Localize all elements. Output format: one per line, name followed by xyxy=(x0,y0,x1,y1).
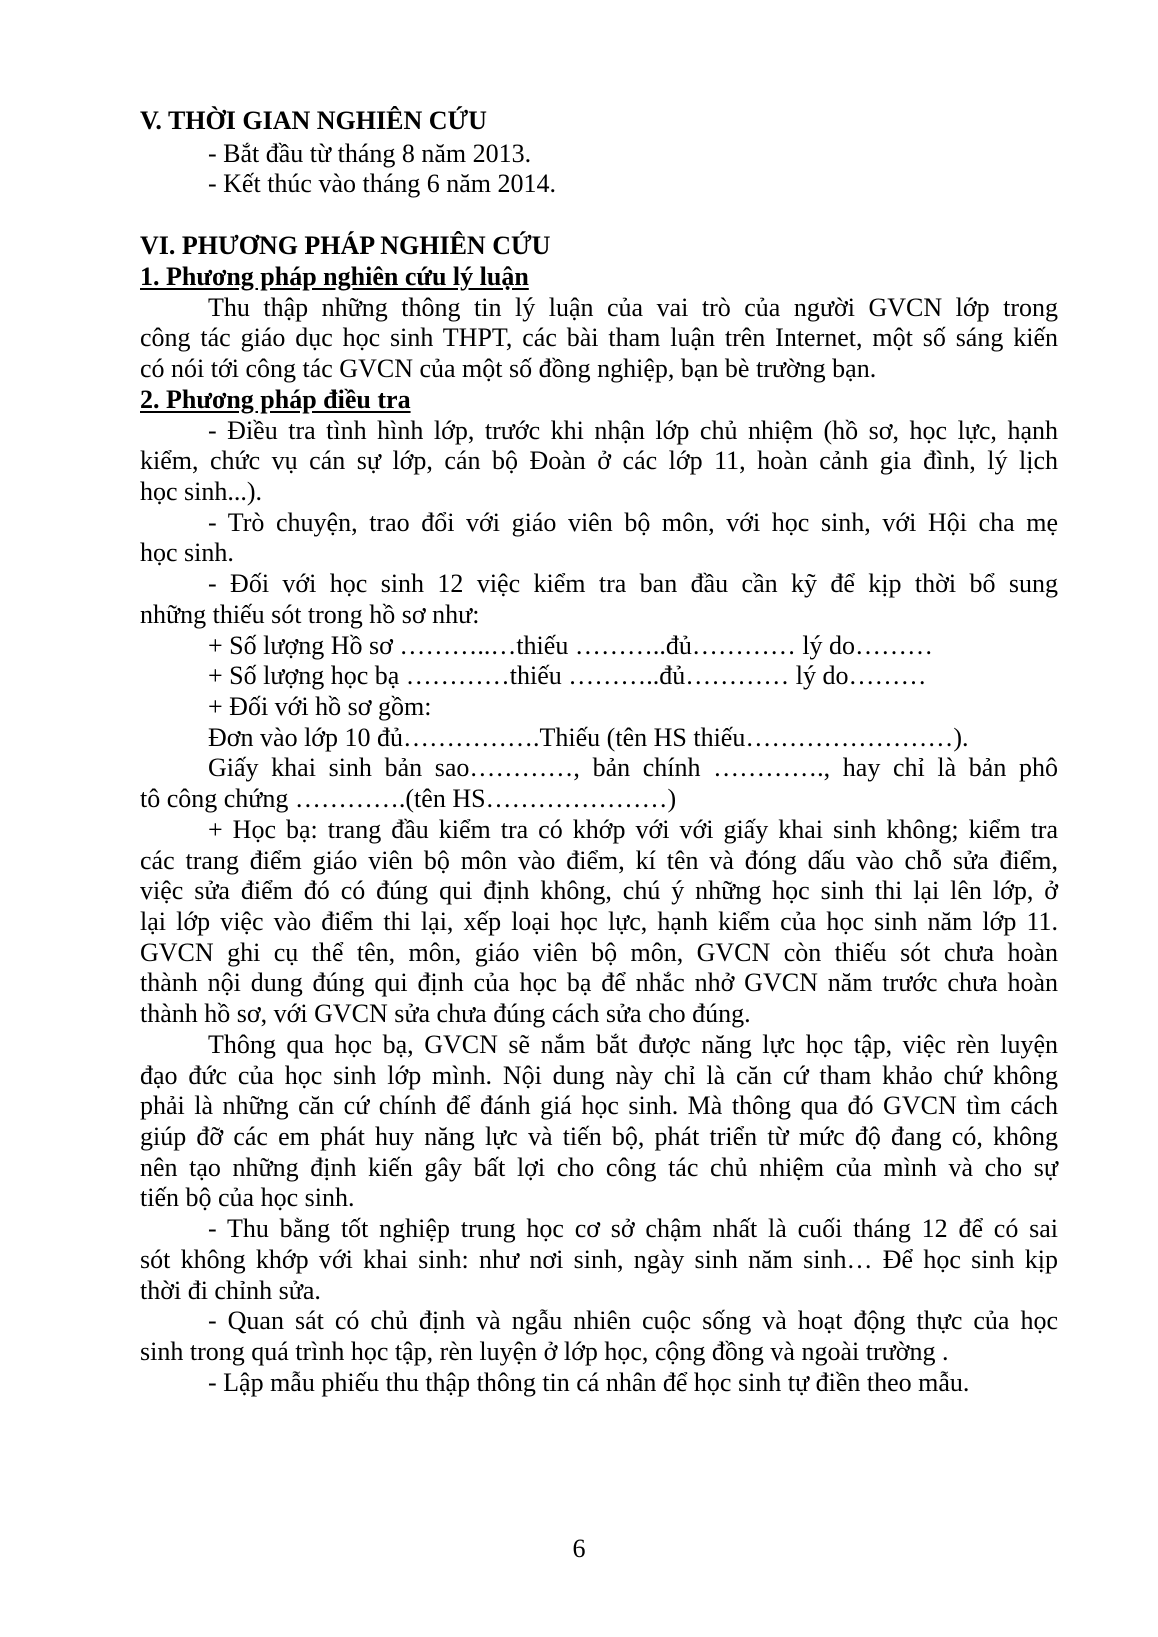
paragraph-line: có nói tới công tác GVCN của một số đồng nghiệp, bạn bè trường bạn. xyxy=(140,354,877,383)
paragraph-line: sót không khớp với khai sinh: như nơi sinh, ngày sinh năm sinh… Để học sinh kịp xyxy=(140,1245,1058,1274)
paragraph-line: học sinh...). xyxy=(140,477,263,506)
section-5-heading: V. THỜI GIAN NGHIÊN CỨU xyxy=(140,106,487,135)
paragraph-line: - Đối với học sinh 12 việc kiểm tra ban đầu cần kỹ để kịp thời bổ sung xyxy=(208,569,1058,598)
form-line: + Số lượng Hồ sơ ………..…thiếu ………..đủ………… lý do……… xyxy=(208,631,934,660)
paragraph-line: học sinh. xyxy=(140,538,234,567)
paragraph-line: giúp đỡ các em phát huy năng lực và tiến bộ, phát triển từ mức độ đang có, không xyxy=(140,1122,1058,1151)
paragraph-line: - Trò chuyện, trao đổi với giáo viên bộ môn, với học sinh, với Hội cha mẹ xyxy=(208,508,1058,537)
paragraph-line: - Thu bằng tốt nghiệp trung học cơ sở chậm nhất là cuối tháng 12 để có sai xyxy=(208,1214,1058,1243)
paragraph-line: thành nội dung đúng qui định của học bạ để nhắc nhở GVCN năm trước chưa hoàn xyxy=(140,968,1058,997)
form-line: + Số lượng học bạ …………thiếu ………..đủ………… lý do……… xyxy=(208,661,927,690)
paragraph-line: nên tạo những định kiến gây bất lợi cho công tác chủ nhiệm của mình và cho sự xyxy=(140,1153,1058,1182)
paragraph-line: - Điều tra tình hình lớp, trước khi nhận lớp chủ nhiệm (hồ sơ, học lực, hạnh xyxy=(208,416,1058,445)
paragraph-line: những thiếu sót trong hồ sơ như: xyxy=(140,600,480,629)
list-item: - Kết thúc vào tháng 6 năm 2014. xyxy=(208,169,557,198)
paragraph-line: Thông qua học bạ, GVCN sẽ nắm bắt được năng lực học tập, việc rèn luyện xyxy=(208,1030,1058,1059)
paragraph-line: kiểm, chức vụ cán sự lớp, cán bộ Đoàn ở các lớp 11, hoàn cảnh gia đình, lý lịch xyxy=(140,446,1058,475)
paragraph-line: việc sửa điểm đó có đúng qui định không, chú ý những học sinh thi lại lên lớp, ở xyxy=(140,876,1058,905)
list-item: - Bắt đầu từ tháng 8 năm 2013. xyxy=(208,139,532,168)
paragraph-line: GVCN ghi cụ thể tên, môn, giáo viên bộ môn, GVCN còn thiếu sót chưa hoàn xyxy=(140,938,1058,967)
subsection-2-heading: 2. Phương pháp điều tra xyxy=(140,385,411,414)
paragraph-line: - Lập mẫu phiếu thu thập thông tin cá nhân để học sinh tự điền theo mẫu. xyxy=(208,1368,970,1397)
form-line: tô công chứng ………….(tên HS…………………) xyxy=(140,784,677,813)
form-line: Giấy khai sinh bản sao…………, bản chính …………., hay chỉ là bản phô xyxy=(208,753,1058,782)
subsection-1-heading: 1. Phương pháp nghiên cứu lý luận xyxy=(140,262,529,291)
paragraph-line: các trang điểm giáo viên bộ môn vào điểm, kí tên và đóng dấu vào chỗ sửa điểm, xyxy=(140,846,1058,875)
paragraph-line: + Đối với hồ sơ gồm: xyxy=(208,692,432,721)
paragraph-line: đạo đức của học sinh lớp mình. Nội dung này chỉ là căn cứ tham khảo chứ không xyxy=(140,1061,1058,1090)
paragraph-line: + Học bạ: trang đầu kiểm tra có khớp với với giấy khai sinh không; kiểm tra xyxy=(208,815,1058,844)
paragraph-line: lại lớp việc vào điểm thi lại, xếp loại học lực, hạnh kiểm của học sinh năm lớp 11. xyxy=(140,907,1058,936)
paragraph-line: phải là những căn cứ chính để đánh giá học sinh. Mà thông qua đó GVCN tìm cách xyxy=(140,1091,1058,1120)
paragraph-line: công tác giáo dục học sinh THPT, các bài tham luận trên Internet, một số sáng kiến xyxy=(140,323,1058,352)
paragraph-line: thành hồ sơ, với GVCN sửa chưa đúng cách sửa cho đúng. xyxy=(140,999,751,1028)
paragraph-line: sinh trong quá trình học tập, rèn luyện ở lớp học, cộng đồng và ngoài trường . xyxy=(140,1337,949,1366)
section-6-heading: VI. PHƯƠNG PHÁP NGHIÊN CỨU xyxy=(140,231,551,260)
paragraph-line: - Quan sát có chủ định và ngẫu nhiên cuộc sống và hoạt động thực của học xyxy=(208,1306,1058,1335)
paragraph-line: Thu thập những thông tin lý luận của vai trò của người GVCN lớp trong xyxy=(208,293,1058,322)
paragraph-line: thời đi chỉnh sửa. xyxy=(140,1276,321,1305)
page-number: 6 xyxy=(572,1534,586,1563)
form-line: Đơn vào lớp 10 đủ…………….Thiếu (tên HS thiếu……………………). xyxy=(208,723,969,752)
paragraph-line: tiến bộ của học sinh. xyxy=(140,1183,355,1212)
